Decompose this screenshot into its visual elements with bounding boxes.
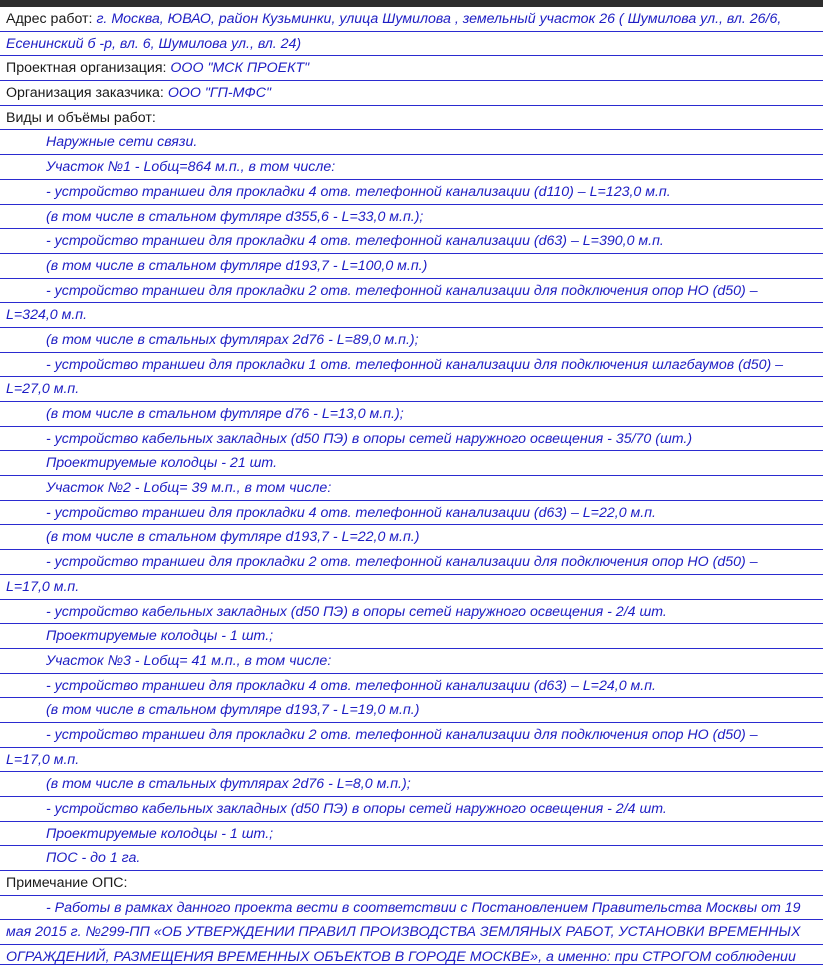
works-item: L=324,0 м.п.	[0, 303, 823, 328]
works-item: Проектируемые колодцы - 1 шт.;	[0, 822, 823, 847]
works-item: Участок №3 - Lобщ= 41 м.п., в том числе:	[0, 649, 823, 674]
works-item: - устройство кабельных закладных (d50 ПЭ) в опоры сетей наружного освещения - 2/4 шт.	[0, 797, 823, 822]
works-item: - устройство траншеи для прокладки 2 отв. телефонной канализации для подключения опор НО (d50) –	[0, 279, 823, 304]
works-item: - устройство траншеи для прокладки 1 отв. телефонной канализации для подключения шлагбаумов (d50) –	[0, 353, 823, 378]
works-item: (в том числе в стальном футляре d193,7 - L=22,0 м.п.)	[0, 525, 823, 550]
works-item: - устройство траншеи для прокладки 4 отв. телефонной канализации (d63) – L=24,0 м.п.	[0, 674, 823, 699]
works-item: (в том числе в стальном футляре d193,7 - L=19,0 м.п.)	[0, 698, 823, 723]
note-line-clipped: ОГРАЖДЕНИЙ, РАЗМЕЩЕНИЯ ВРЕМЕННЫХ ОБЪЕКТОВ В ГОРОДЕ МОСКВЕ», а именно: при СТРОГОМ соблюдении	[0, 945, 823, 965]
works-item: (в том числе в стальном футляре d193,7 - L=100,0 м.п.)	[0, 254, 823, 279]
works-item: ПОС - до 1 га.	[0, 846, 823, 871]
works-heading-row	[0, 106, 823, 131]
works-item: (в том числе в стальных футлярах 2d76 - L=89,0 м.п.);	[0, 328, 823, 353]
works-item: L=17,0 м.п.	[0, 575, 823, 600]
address-label: Адрес работ:	[6, 11, 97, 27]
customer-org-value: ООО "ГП-МФС"	[167, 85, 271, 102]
note-heading-row	[0, 871, 823, 896]
works-item: - устройство траншеи для прокладки 2 отв. телефонной канализации для подключения опор НО (d50) –	[0, 723, 823, 748]
works-item: - устройство траншеи для прокладки 4 отв. телефонной канализации (d110) – L=123,0 м.п.	[0, 180, 823, 205]
works-item: Участок №1 - Lобщ=864 м.п., в том числе:	[0, 155, 823, 180]
address-value-continued: Есенинский б -р, вл. 6, Шумилова ул., вл. 24)	[6, 35, 302, 52]
works-item: (в том числе в стальном футляре d76 - L=13,0 м.п.);	[0, 402, 823, 427]
works-item: (в том числе в стальном футляре d355,6 - L=33,0 м.п.);	[0, 205, 823, 230]
works-item: Участок №2 - Lобщ= 39 м.п., в том числе:	[0, 476, 823, 501]
works-label: Виды и объёмы работ:	[6, 109, 156, 126]
works-item: Проектируемые колодцы - 21 шт.	[0, 451, 823, 476]
works-item: - устройство кабельных закладных (d50 ПЭ) в опоры сетей наружного освещения - 2/4 шт.	[0, 600, 823, 625]
works-item: L=27,0 м.п.	[0, 377, 823, 402]
works-item: - устройство траншеи для прокладки 4 отв. телефонной канализации (d63) – L=390,0 м.п.	[0, 229, 823, 254]
works-item: L=17,0 м.п.	[0, 748, 823, 773]
note-line: - Работы в рамках данного проекта вести в соответствии с Постановлением Правительства Москвы от 19	[0, 896, 823, 921]
note-line: мая 2015 г. №299-ПП «ОБ УТВЕРЖДЕНИИ ПРАВИЛ ПРОИЗВОДСТВА ЗЕМЛЯНЫХ РАБОТ, УСТАНОВКИ ВРЕМЕННЫХ	[0, 920, 823, 945]
works-item: Проектируемые колодцы - 1 шт.;	[0, 624, 823, 649]
works-item: - устройство траншеи для прокладки 2 отв. телефонной канализации для подключения опор НО (d50) –	[0, 550, 823, 575]
address-value: г. Москва, ЮВАО, район Кузьминки, улица Шумилова , земельный участок 26 ( Шумилова ул., вл. 26/6,	[96, 11, 782, 27]
note-label: Примечание ОПС:	[6, 875, 128, 892]
document-page	[0, 7, 823, 966]
works-item: Наружные сети связи.	[0, 130, 823, 155]
address-row	[0, 7, 823, 32]
address-row-continued	[0, 32, 823, 57]
customer-org-label: Организация заказчика:	[6, 85, 168, 102]
design-org-value: ООО "МСК ПРОЕКТ"	[170, 60, 310, 77]
customer-org-row	[0, 81, 823, 106]
design-org-row	[0, 56, 823, 81]
design-org-label: Проектная организация:	[6, 60, 171, 77]
works-item: (в том числе в стальных футлярах 2d76 - L=8,0 м.п.);	[0, 772, 823, 797]
works-item: - устройство кабельных закладных (d50 ПЭ) в опоры сетей наружного освещения - 35/70 (шт.)	[0, 427, 823, 452]
works-item: - устройство траншеи для прокладки 4 отв. телефонной канализации (d63) – L=22,0 м.п.	[0, 501, 823, 526]
window-top-bar	[0, 0, 823, 7]
